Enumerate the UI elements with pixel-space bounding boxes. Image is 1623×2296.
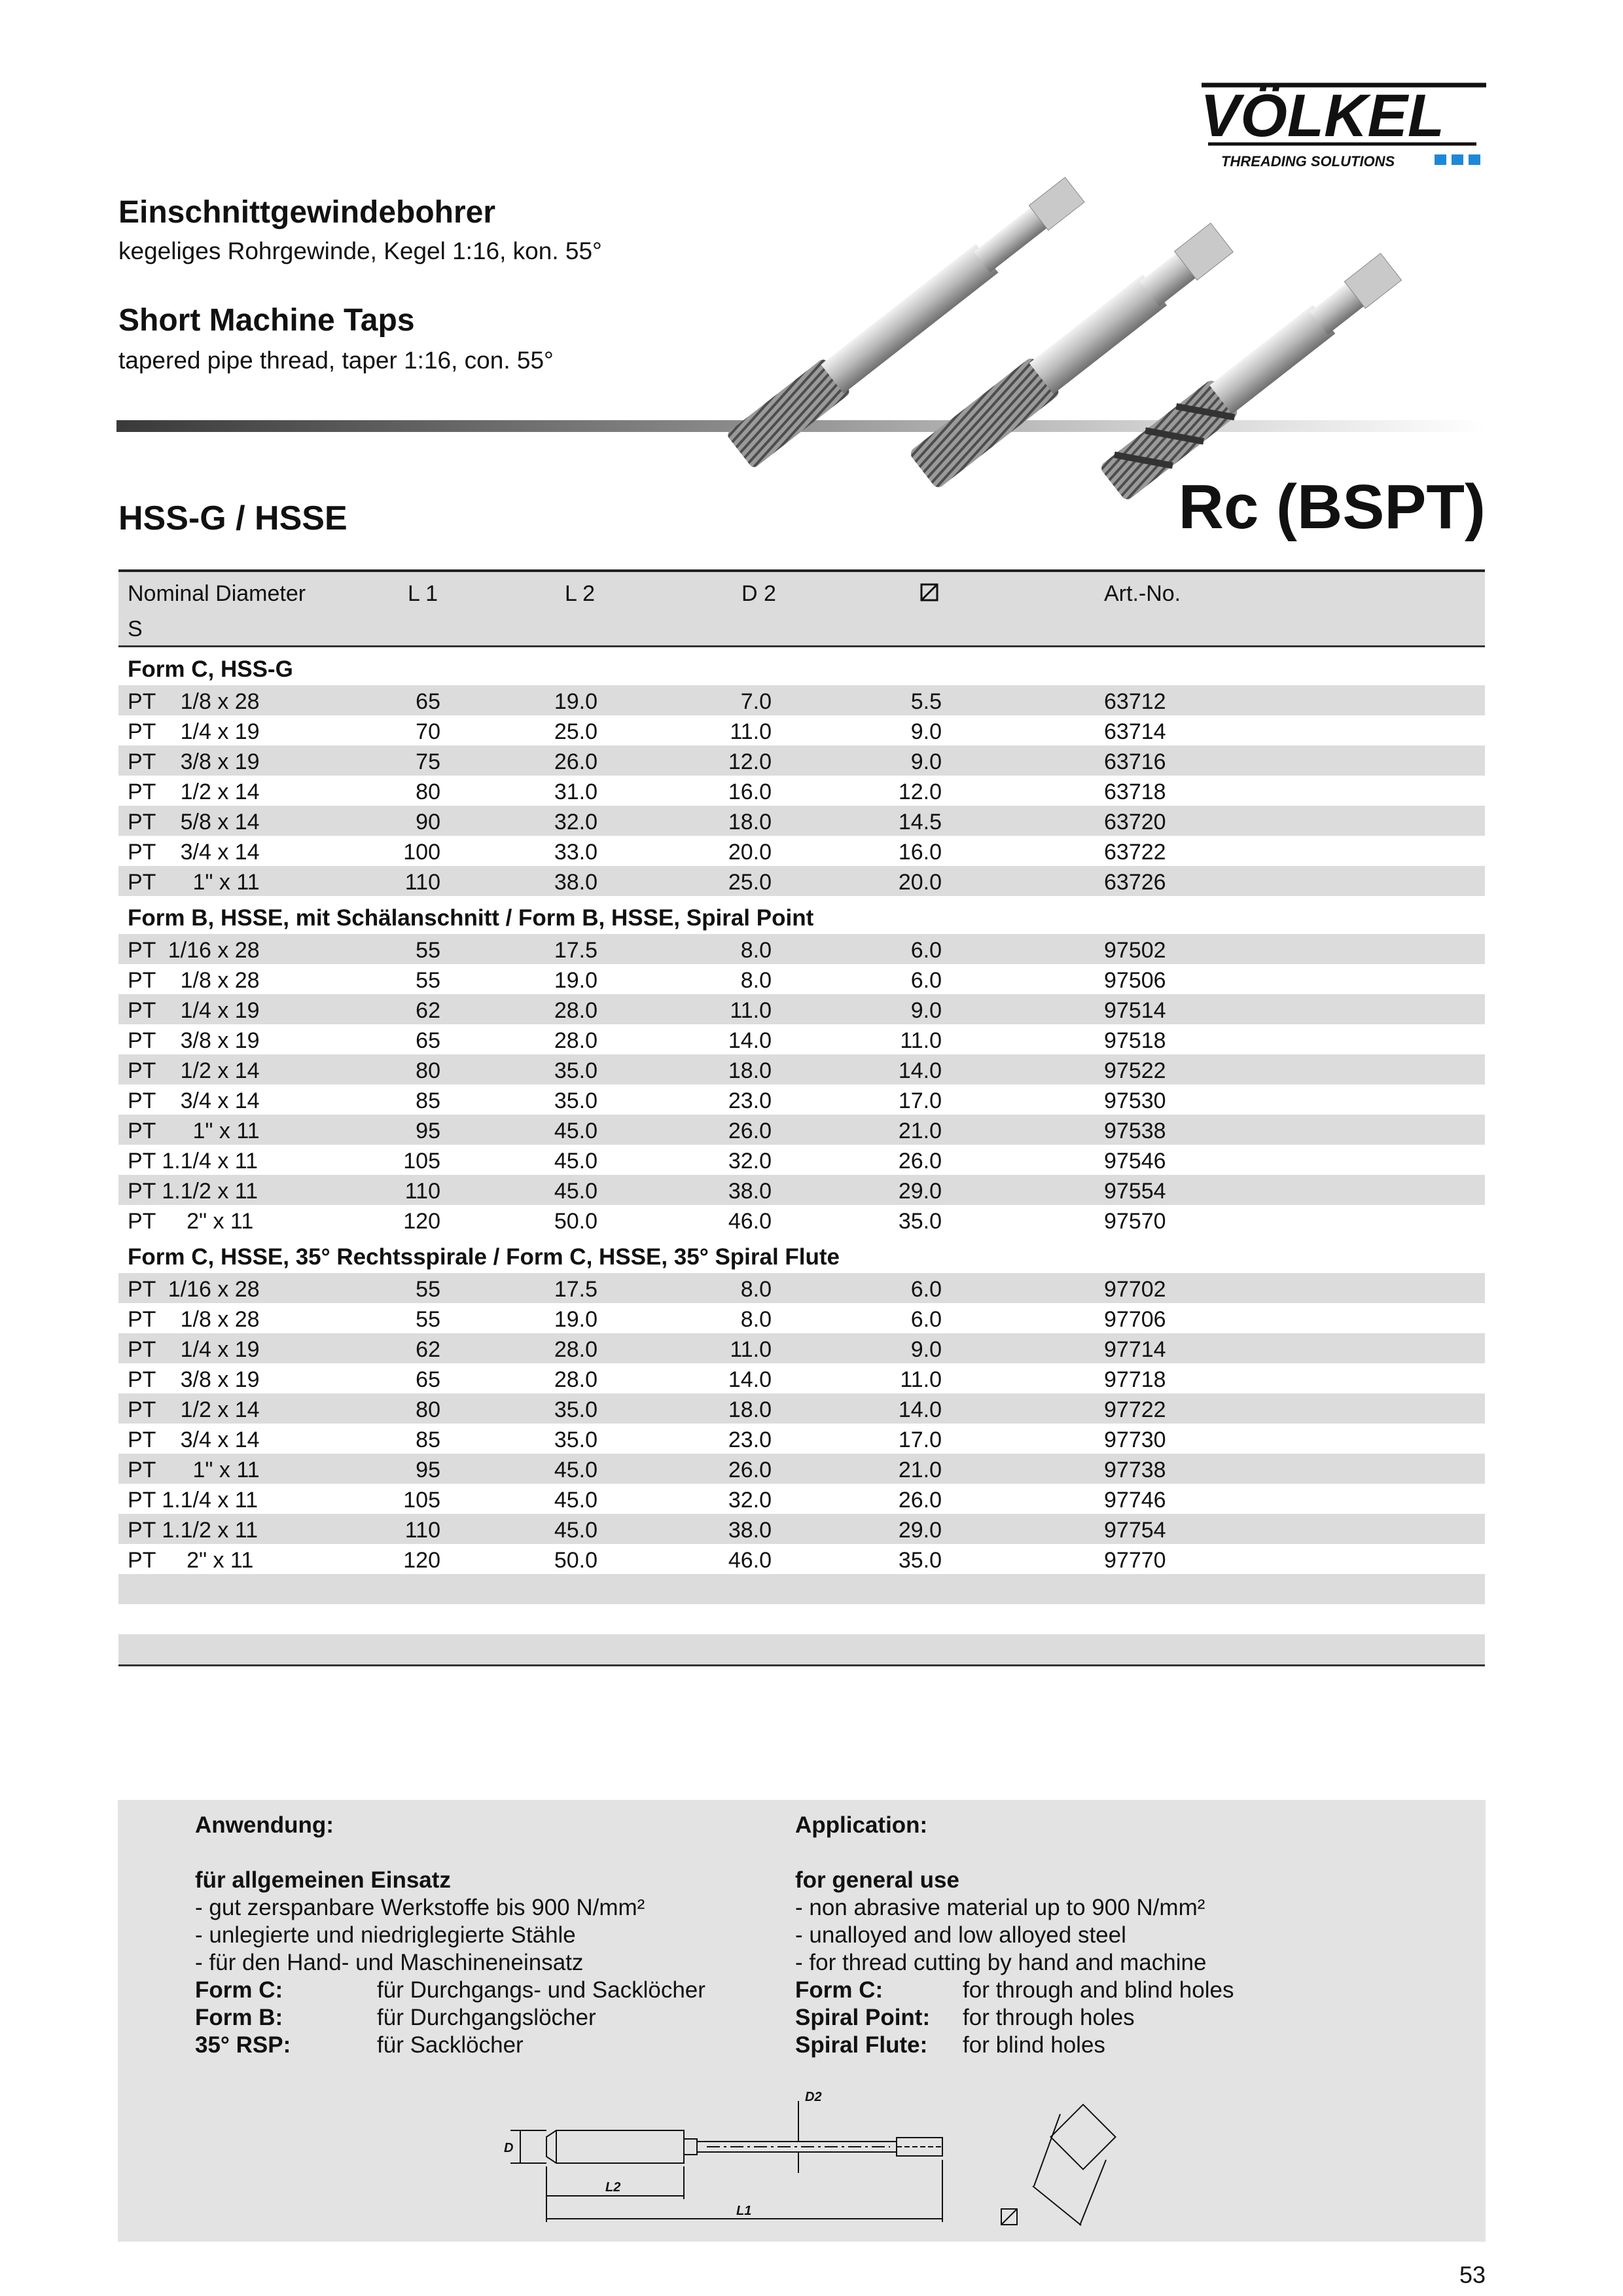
cell-l2: 19.0 xyxy=(554,689,597,714)
cell-nominal: PT 2" x 11 xyxy=(128,1548,254,1573)
cell-l2: 45.0 xyxy=(554,1179,597,1204)
empty-row xyxy=(118,1604,1485,1634)
cell-d2: 8.0 xyxy=(740,968,772,993)
table-row xyxy=(118,934,1485,964)
table-row xyxy=(118,964,1485,994)
table-row xyxy=(118,1424,1485,1454)
application-en xyxy=(795,1812,1234,2059)
cell-l1: 65 xyxy=(416,689,440,714)
application-de-bullet: - unlegierte und niedriglegierte Stähle xyxy=(195,1922,576,1948)
cell-square: 17.0 xyxy=(898,1088,942,1113)
page-number: 53 xyxy=(1459,2261,1486,2288)
application-de-form-row xyxy=(195,2032,705,2059)
table-row xyxy=(118,1145,1485,1175)
cell-nominal: PT 3/4 x 14 xyxy=(128,840,260,865)
cell-art-no: 63716 xyxy=(1104,749,1166,774)
cell-art-no: 97738 xyxy=(1104,1458,1166,1482)
cell-l1: 62 xyxy=(416,1337,440,1362)
table-row xyxy=(118,1085,1485,1115)
cell-nominal: PT 1/4 x 19 xyxy=(128,1337,260,1362)
cell-art-no: 97714 xyxy=(1104,1337,1166,1362)
table-row xyxy=(118,1303,1485,1333)
cell-l2: 35.0 xyxy=(554,1397,597,1422)
cell-square: 5.5 xyxy=(910,689,942,714)
table-row xyxy=(118,1514,1485,1544)
square-size-icon xyxy=(919,583,939,608)
table-row xyxy=(118,1115,1485,1145)
cell-art-no: 63718 xyxy=(1104,780,1166,804)
cell-d2: 32.0 xyxy=(728,1149,772,1174)
application-en-form-row xyxy=(795,1977,1234,2004)
cell-l1: 55 xyxy=(416,968,440,993)
form-value: für Durchgangslöcher xyxy=(377,2005,596,2030)
cell-l1: 80 xyxy=(416,1058,440,1083)
cell-art-no: 97538 xyxy=(1104,1119,1166,1143)
cell-d2: 18.0 xyxy=(728,810,772,834)
table-body xyxy=(118,647,1485,1574)
drawing-label-d2: D2 xyxy=(805,2090,822,2104)
col-l2-header: L 2 xyxy=(565,581,596,606)
section-title-text: Form B, HSSE, mit Schälanschnitt / Form B, HSSE, Spiral Point xyxy=(128,905,814,931)
cell-d2: 8.0 xyxy=(740,1307,772,1332)
cell-nominal: PT 3/4 x 14 xyxy=(128,1427,260,1452)
tap-form-c-hssg-icon xyxy=(726,172,1088,469)
cell-art-no: 97754 xyxy=(1104,1518,1166,1543)
cell-d2: 12.0 xyxy=(728,749,772,774)
cell-nominal: PT 1" x 11 xyxy=(128,870,260,895)
cell-art-no: 97502 xyxy=(1104,938,1166,963)
cell-square: 14.5 xyxy=(898,810,942,834)
cell-l1: 120 xyxy=(403,1548,440,1573)
cell-nominal: PT 1/4 x 19 xyxy=(128,998,260,1023)
cell-art-no: 97706 xyxy=(1104,1307,1166,1332)
cell-nominal: PT 1/4 x 19 xyxy=(128,719,260,744)
form-value: for blind holes xyxy=(963,2032,1105,2058)
table-row xyxy=(118,745,1485,776)
form-value: für Sacklöcher xyxy=(377,2032,524,2058)
cell-square: 9.0 xyxy=(910,1337,942,1362)
taps-product-image xyxy=(713,144,1499,511)
cell-d2: 16.0 xyxy=(728,780,772,804)
section-title-text: Form C, HSS-G xyxy=(128,656,293,682)
table-row xyxy=(118,685,1485,715)
cell-d2: 23.0 xyxy=(728,1088,772,1113)
cell-art-no: 97506 xyxy=(1104,968,1166,993)
cell-l2: 50.0 xyxy=(554,1209,597,1234)
section-title xyxy=(118,647,1485,685)
cell-l1: 65 xyxy=(416,1028,440,1053)
cell-l2: 25.0 xyxy=(554,719,597,744)
cell-art-no: 97730 xyxy=(1104,1427,1166,1452)
application-de-heading: Anwendung: xyxy=(195,1812,334,1838)
section-title-text: Form C, HSSE, 35° Rechtsspirale / Form C, HSSE, 35° Spiral Flute xyxy=(128,1244,840,1270)
cell-l1: 55 xyxy=(416,938,440,963)
application-en-use: for general use xyxy=(795,1867,959,1893)
cell-l1: 110 xyxy=(404,1179,440,1204)
cell-nominal: PT 3/4 x 14 xyxy=(128,1088,260,1113)
cell-art-no: 63714 xyxy=(1104,719,1166,744)
cell-art-no: 63720 xyxy=(1104,810,1166,834)
cell-d2: 20.0 xyxy=(728,840,772,865)
form-key: Form C: xyxy=(195,1977,283,2003)
cell-d2: 23.0 xyxy=(728,1427,772,1452)
application-en-form-row xyxy=(795,2032,1234,2059)
logo-wordmark: VÖLKEL xyxy=(1200,82,1445,149)
cell-art-no: 97746 xyxy=(1104,1488,1166,1513)
table-row xyxy=(118,1454,1485,1484)
form-value: for through holes xyxy=(963,2005,1135,2030)
form-key: Form B: xyxy=(195,2005,283,2030)
cell-l2: 28.0 xyxy=(554,1028,597,1053)
table-row xyxy=(118,1054,1485,1085)
cell-nominal: PT 1/2 x 14 xyxy=(128,780,260,804)
table-row xyxy=(118,1363,1485,1393)
cell-d2: 8.0 xyxy=(740,1277,772,1302)
drawing-label-d: D xyxy=(504,2141,514,2155)
cell-nominal: PT 5/8 x 14 xyxy=(128,810,260,834)
table-row xyxy=(118,994,1485,1024)
application-de xyxy=(195,1812,705,2059)
form-key: Spiral Point: xyxy=(795,2005,931,2030)
cell-square: 6.0 xyxy=(910,1277,942,1302)
table-row xyxy=(118,715,1485,745)
cell-d2: 32.0 xyxy=(728,1488,772,1513)
cell-l1: 105 xyxy=(403,1149,440,1174)
table-row xyxy=(118,1273,1485,1303)
cell-l2: 45.0 xyxy=(554,1149,597,1174)
cell-d2: 14.0 xyxy=(728,1028,772,1053)
cell-square: 20.0 xyxy=(898,870,942,895)
application-en-heading: Application: xyxy=(795,1812,928,1838)
col-art-header: Art.-No. xyxy=(1104,581,1181,606)
cell-l1: 110 xyxy=(404,870,440,895)
cell-l2: 45.0 xyxy=(554,1119,597,1143)
cell-nominal: PT 1/2 x 14 xyxy=(128,1397,260,1422)
cell-art-no: 97702 xyxy=(1104,1277,1166,1302)
cell-square: 21.0 xyxy=(898,1119,942,1143)
table-row xyxy=(118,836,1485,866)
cell-l1: 75 xyxy=(416,749,440,774)
cell-d2: 46.0 xyxy=(728,1209,772,1234)
cell-d2: 14.0 xyxy=(728,1367,772,1392)
cell-l1: 85 xyxy=(416,1088,440,1113)
product-table xyxy=(118,569,1485,1666)
cell-nominal: PT 1/8 x 28 xyxy=(128,689,260,714)
application-en-bullet: - unalloyed and low alloyed steel xyxy=(795,1922,1126,1948)
title-en: Short Machine Taps xyxy=(118,303,415,338)
cell-square: 14.0 xyxy=(898,1058,942,1083)
cell-square: 12.0 xyxy=(898,780,942,804)
cell-l2: 50.0 xyxy=(554,1548,597,1573)
form-key: Form C: xyxy=(795,1977,883,2003)
cell-art-no: 97530 xyxy=(1104,1088,1166,1113)
application-de-form-row xyxy=(195,1977,705,2004)
form-key: 35° RSP: xyxy=(195,2032,291,2058)
application-de-bullet: - gut zerspanbare Werkstoffe bis 900 N/mm² xyxy=(195,1895,645,1920)
cell-art-no: 97570 xyxy=(1104,1209,1166,1234)
col-nominal-header: Nominal Diameter xyxy=(128,581,306,606)
empty-row xyxy=(118,1634,1485,1664)
cell-l2: 45.0 xyxy=(554,1518,597,1543)
cell-l2: 33.0 xyxy=(554,840,597,865)
cell-art-no: 63722 xyxy=(1104,840,1166,865)
cell-art-no: 97518 xyxy=(1104,1028,1166,1053)
cell-d2: 38.0 xyxy=(728,1179,772,1204)
cell-l1: 105 xyxy=(403,1488,440,1513)
cell-square: 9.0 xyxy=(910,749,942,774)
subtitle-de: kegeliges Rohrgewinde, Kegel 1:16, kon. 55° xyxy=(118,238,602,264)
cell-square: 11.0 xyxy=(900,1028,942,1053)
cell-d2: 46.0 xyxy=(728,1548,772,1573)
cell-l2: 17.5 xyxy=(554,938,597,963)
application-de-bullet: - für den Hand- und Maschineneinsatz xyxy=(195,1950,584,1975)
cell-d2: 7.0 xyxy=(740,689,772,714)
cell-nominal: PT 3/8 x 19 xyxy=(128,749,260,774)
cell-square: 9.0 xyxy=(910,719,942,744)
cell-art-no: 97770 xyxy=(1104,1548,1166,1573)
cell-nominal: PT 1/16 x 28 xyxy=(128,938,260,963)
cell-d2: 11.0 xyxy=(730,719,772,744)
col-nominal-sub-header: S xyxy=(128,617,143,641)
cell-l1: 80 xyxy=(416,1397,440,1422)
cell-art-no: 97718 xyxy=(1104,1367,1166,1392)
cell-l2: 45.0 xyxy=(554,1488,597,1513)
empty-row xyxy=(118,1574,1485,1604)
subtitle-en: tapered pipe thread, taper 1:16, con. 55° xyxy=(118,347,554,374)
cell-l1: 80 xyxy=(416,780,440,804)
cell-nominal: PT 1/2 x 14 xyxy=(128,1058,260,1083)
application-de-form-row xyxy=(195,2004,705,2032)
table-header xyxy=(118,569,1485,647)
drawing-label-l2: L2 xyxy=(605,2180,621,2195)
cell-l1: 120 xyxy=(403,1209,440,1234)
cell-l1: 70 xyxy=(416,719,440,744)
cell-square: 6.0 xyxy=(910,968,942,993)
cell-square: 17.0 xyxy=(898,1427,942,1452)
cell-l1: 85 xyxy=(416,1427,440,1452)
cell-l1: 65 xyxy=(416,1367,440,1392)
section-title xyxy=(118,896,1485,934)
col-l1-header: L 1 xyxy=(408,581,438,606)
table-row xyxy=(118,1544,1485,1574)
cell-nominal: PT 1/8 x 28 xyxy=(128,1307,260,1332)
cell-art-no: 97554 xyxy=(1104,1179,1166,1204)
cell-square: 35.0 xyxy=(898,1548,942,1573)
cell-l2: 31.0 xyxy=(554,780,597,804)
form-value: for through and blind holes xyxy=(963,1977,1234,2003)
cell-art-no: 63726 xyxy=(1104,870,1166,895)
cell-square: 14.0 xyxy=(898,1397,942,1422)
cell-l1: 55 xyxy=(416,1307,440,1332)
cell-square: 21.0 xyxy=(898,1458,942,1482)
cell-nominal: PT 1/8 x 28 xyxy=(128,968,260,993)
cell-square: 35.0 xyxy=(898,1209,942,1234)
cell-l2: 35.0 xyxy=(554,1088,597,1113)
cell-art-no: 97546 xyxy=(1104,1149,1166,1174)
cell-nominal: PT 1.1/2 x 11 xyxy=(128,1518,259,1543)
application-de-use: für allgemeinen Einsatz xyxy=(195,1867,451,1893)
form-value: für Durchgangs- und Sacklöcher xyxy=(377,1977,705,2003)
cell-art-no: 97722 xyxy=(1104,1397,1166,1422)
cell-l2: 35.0 xyxy=(554,1058,597,1083)
cell-l1: 90 xyxy=(416,810,440,834)
cell-l2: 28.0 xyxy=(554,998,597,1023)
cell-nominal: PT 3/8 x 19 xyxy=(128,1367,260,1392)
table-row xyxy=(118,1393,1485,1424)
tap-dimension-drawing xyxy=(484,2088,1152,2238)
cell-d2: 25.0 xyxy=(728,870,772,895)
material-label: HSS-G / HSSE xyxy=(118,499,348,537)
cell-nominal: PT 1/16 x 28 xyxy=(128,1277,260,1302)
cell-nominal: PT 2" x 11 xyxy=(128,1209,254,1234)
cell-nominal: PT 1.1/2 x 11 xyxy=(128,1179,259,1204)
cell-d2: 26.0 xyxy=(728,1458,772,1482)
cell-l1: 95 xyxy=(416,1458,440,1482)
cell-d2: 38.0 xyxy=(728,1518,772,1543)
cell-square: 9.0 xyxy=(910,998,942,1023)
cell-nominal: PT 3/8 x 19 xyxy=(128,1028,260,1053)
cell-l1: 110 xyxy=(404,1518,440,1543)
cell-nominal: PT 1.1/4 x 11 xyxy=(128,1149,259,1174)
cell-l1: 62 xyxy=(416,998,440,1023)
cell-d2: 18.0 xyxy=(728,1397,772,1422)
cell-l2: 35.0 xyxy=(554,1427,597,1452)
cell-nominal: PT 1" x 11 xyxy=(128,1119,260,1143)
form-key: Spiral Flute: xyxy=(795,2032,928,2058)
table-row xyxy=(118,1205,1485,1235)
table-row xyxy=(118,1484,1485,1514)
drawing-label-l1: L1 xyxy=(736,2204,752,2218)
cell-square: 29.0 xyxy=(898,1518,942,1543)
cell-d2: 11.0 xyxy=(730,1337,772,1362)
logo-tagline: THREADING SOLUTIONS xyxy=(1221,153,1395,170)
cell-l1: 100 xyxy=(403,840,440,865)
application-en-bullet: - non abrasive material up to 900 N/mm² xyxy=(795,1895,1205,1920)
table-row xyxy=(118,1333,1485,1363)
cell-l1: 95 xyxy=(416,1119,440,1143)
cell-l2: 28.0 xyxy=(554,1367,597,1392)
cell-d2: 8.0 xyxy=(740,938,772,963)
cell-l2: 28.0 xyxy=(554,1337,597,1362)
cell-d2: 26.0 xyxy=(728,1119,772,1143)
cell-nominal: PT 1" x 11 xyxy=(128,1458,260,1482)
cell-d2: 18.0 xyxy=(728,1058,772,1083)
application-en-form-row xyxy=(795,2004,1234,2032)
cell-square: 6.0 xyxy=(910,938,942,963)
cell-l2: 38.0 xyxy=(554,870,597,895)
table-row xyxy=(118,806,1485,836)
title-de: Einschnittgewindebohrer xyxy=(118,195,496,230)
cell-square: 16.0 xyxy=(898,840,942,865)
cell-art-no: 63712 xyxy=(1104,689,1166,714)
col-d2-header: D 2 xyxy=(741,581,776,606)
cell-square: 26.0 xyxy=(898,1149,942,1174)
cell-l1: 55 xyxy=(416,1277,440,1302)
cell-square: 29.0 xyxy=(898,1179,942,1204)
cell-square: 11.0 xyxy=(900,1367,942,1392)
table-row xyxy=(118,1175,1485,1205)
cell-l2: 26.0 xyxy=(554,749,597,774)
cell-square: 26.0 xyxy=(898,1488,942,1513)
table-bottom-rule xyxy=(118,1664,1485,1666)
section-title xyxy=(118,1235,1485,1273)
cell-l2: 45.0 xyxy=(554,1458,597,1482)
cell-l2: 17.5 xyxy=(554,1277,597,1302)
table-row xyxy=(118,866,1485,896)
cell-art-no: 97522 xyxy=(1104,1058,1166,1083)
table-row xyxy=(118,776,1485,806)
cell-d2: 11.0 xyxy=(730,998,772,1023)
cell-l2: 19.0 xyxy=(554,1307,597,1332)
table-row xyxy=(118,1024,1485,1054)
cell-l2: 19.0 xyxy=(554,968,597,993)
application-en-bullet: - for thread cutting by hand and machine xyxy=(795,1950,1207,1975)
thread-standard-label: Rc (BSPT) xyxy=(1178,472,1486,542)
cell-l2: 32.0 xyxy=(554,810,597,834)
cell-nominal: PT 1.1/4 x 11 xyxy=(128,1488,259,1513)
cell-square: 6.0 xyxy=(910,1307,942,1332)
cell-art-no: 97514 xyxy=(1104,998,1166,1023)
